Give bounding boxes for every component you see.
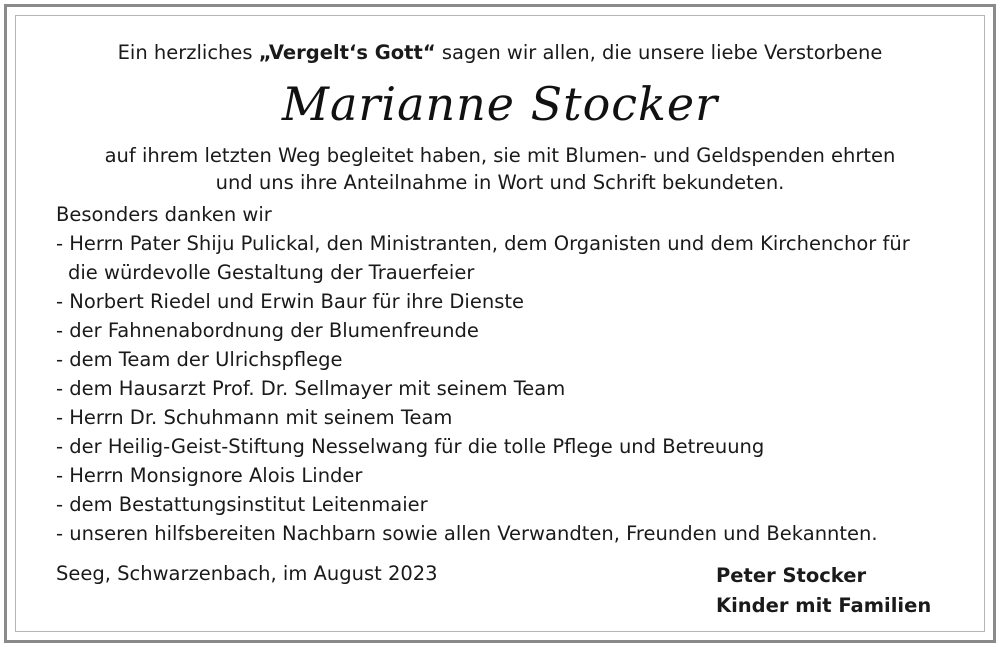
thanks-item: - Herrn Pater Shiju Pulickal, den Ministranten, dem Organisten und dem Kirchenchor für: [56, 232, 910, 255]
thanks-item: - unseren hilfsbereiten Nachbarn sowie allen Verwandten, Freunden und Bekannten.: [56, 522, 878, 545]
after-name-text: [0, 142, 1000, 196]
thanks-list: [56, 200, 956, 548]
thanks-heading: Besonders danken wir: [56, 203, 272, 226]
intro-emphasis: „Vergelt‘s Gott“: [258, 41, 436, 64]
thanks-item: - der Heilig-Geist-Stiftung Nesselwang für die tolle Pflege und Betreuung: [56, 435, 765, 458]
intro-after: sagen wir allen, die unsere liebe Verstorbene: [435, 41, 883, 64]
signature-name: Peter Stocker: [716, 564, 867, 587]
intro-line: [0, 40, 1000, 66]
thanks-item: - dem Team der Ulrichspflege: [56, 348, 343, 371]
deceased-name: Marianne Stocker: [281, 77, 719, 131]
signature-block: [716, 561, 931, 621]
intro-before: Ein herzliches: [117, 41, 259, 64]
after-name-line: auf ihrem letzten Weg begleitet haben, sie mit Blumen- und Geldspenden ehrten: [104, 144, 896, 167]
after-name-line: und uns ihre Anteilnahme in Wort und Schrift bekundeten.: [215, 171, 785, 194]
thanks-item: - Herrn Dr. Schuhmann mit seinem Team: [56, 406, 453, 429]
thanks-item: - Herrn Monsignore Alois Linder: [56, 464, 363, 487]
thanks-item: - dem Hausarzt Prof. Dr. Sellmayer mit seinem Team: [56, 377, 566, 400]
signature-family: Kinder mit Familien: [716, 594, 932, 617]
thanks-item: - der Fahnenabordnung der Blumenfreunde: [56, 319, 479, 342]
thanks-item-continuation: die würdevolle Gestaltung der Trauerfeier: [68, 261, 475, 284]
thanks-item: - Norbert Riedel und Erwin Baur für ihre Dienste: [56, 290, 525, 313]
thanks-item: - dem Bestattungsinstitut Leitenmaier: [56, 493, 428, 516]
place-date: Seeg, Schwarzenbach, im August 2023: [56, 562, 438, 585]
